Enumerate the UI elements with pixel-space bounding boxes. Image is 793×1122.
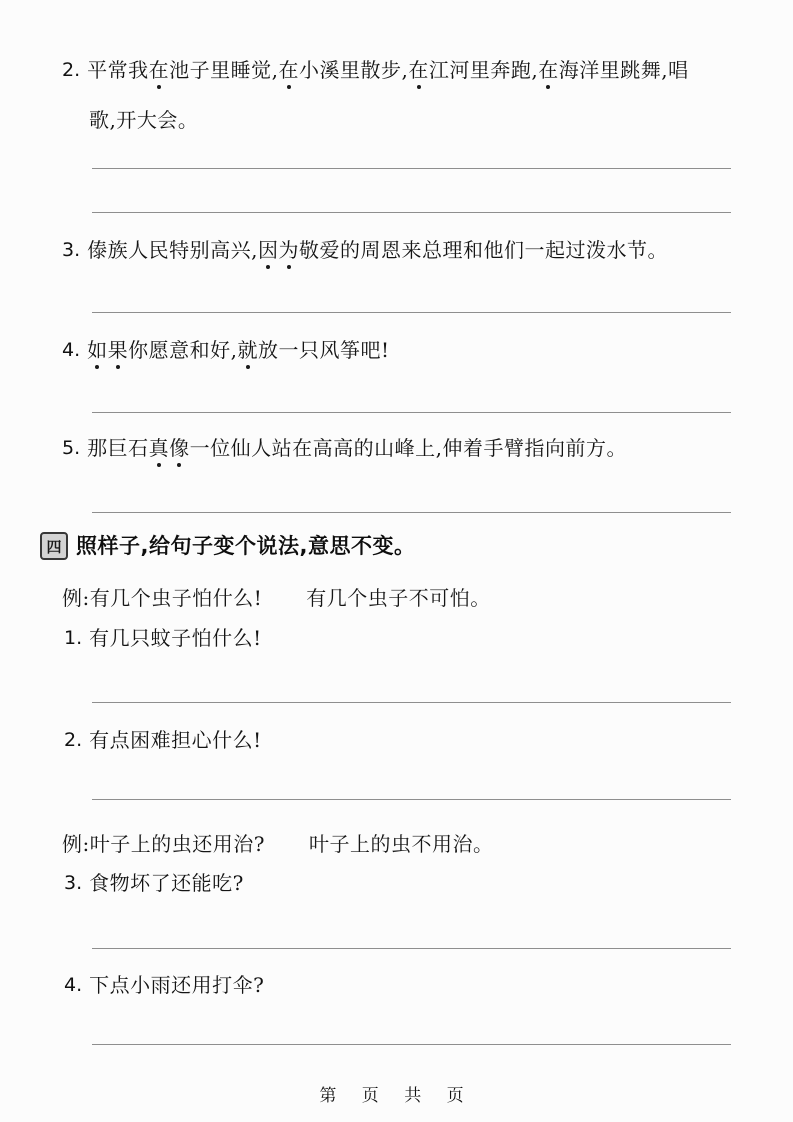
item-sentence-line1: 平常我在池子里睡觉,在小溪里散步,在江河里奔跑,在海洋里跳舞,唱 [87,58,689,82]
item-sentence: 下点小雨还用打伞? [89,973,265,997]
example-answer: 有几个虫子不可怕。 [306,586,491,610]
exercise-item-3 [62,236,668,264]
item-number: 2. [64,729,83,751]
example-line-1 [62,584,491,612]
answer-line [92,799,731,800]
answer-line [92,312,731,313]
example-source: 有几个虫子怕什么! [89,586,263,610]
answer-line [92,1044,731,1045]
section-header [40,532,415,560]
answer-line [92,212,731,213]
item-sentence: 有几只蚊子怕什么! [89,626,262,650]
item-number: 4. [64,974,83,996]
item-sentence-line2: 歌,开大会。 [89,108,199,132]
item-sentence: 傣族人民特别高兴,因为敬爱的周恩来总理和他们一起过泼水节。 [87,238,668,262]
exercise-item-2 [62,56,689,84]
answer-line [92,702,731,703]
item-number: 4. [62,339,81,361]
exercise-item-b1 [64,624,262,652]
item-sentence: 有点困难担心什么! [89,728,262,752]
exercise-item-2-continued [89,106,198,134]
exercise-item-5 [62,434,627,462]
item-number: 5. [62,437,81,459]
exercise-item-b3 [64,869,244,897]
item-number: 1. [64,627,83,649]
exercise-item-b4 [64,971,264,999]
example-answer: 叶子上的虫不用治。 [308,832,494,856]
section-title: 照样子,给句子变个说法,意思不变。 [76,534,416,558]
item-number: 3. [64,872,83,894]
item-number: 3. [62,239,81,261]
answer-line [92,512,731,513]
item-sentence: 那巨石真像一位仙人站在高高的山峰上,伸着手臂指向前方。 [87,436,627,460]
answer-line [92,412,731,413]
section-number-badge: 四 [40,532,68,560]
item-sentence: 食物坏了还能吃? [89,871,244,895]
answer-line [92,168,731,169]
example-label: 例: [62,586,90,610]
example-line-2 [62,830,493,858]
exercise-item-b2 [64,726,262,754]
item-sentence: 如果你愿意和好,就放一只风筝吧! [87,338,390,362]
item-number: 2. [62,59,81,81]
answer-line [92,948,731,949]
example-source: 叶子上的虫还用治? [89,832,265,856]
exercise-item-4 [62,336,390,364]
page-footer: 第 页 共 页 [319,1086,474,1106]
example-label: 例: [62,832,90,856]
